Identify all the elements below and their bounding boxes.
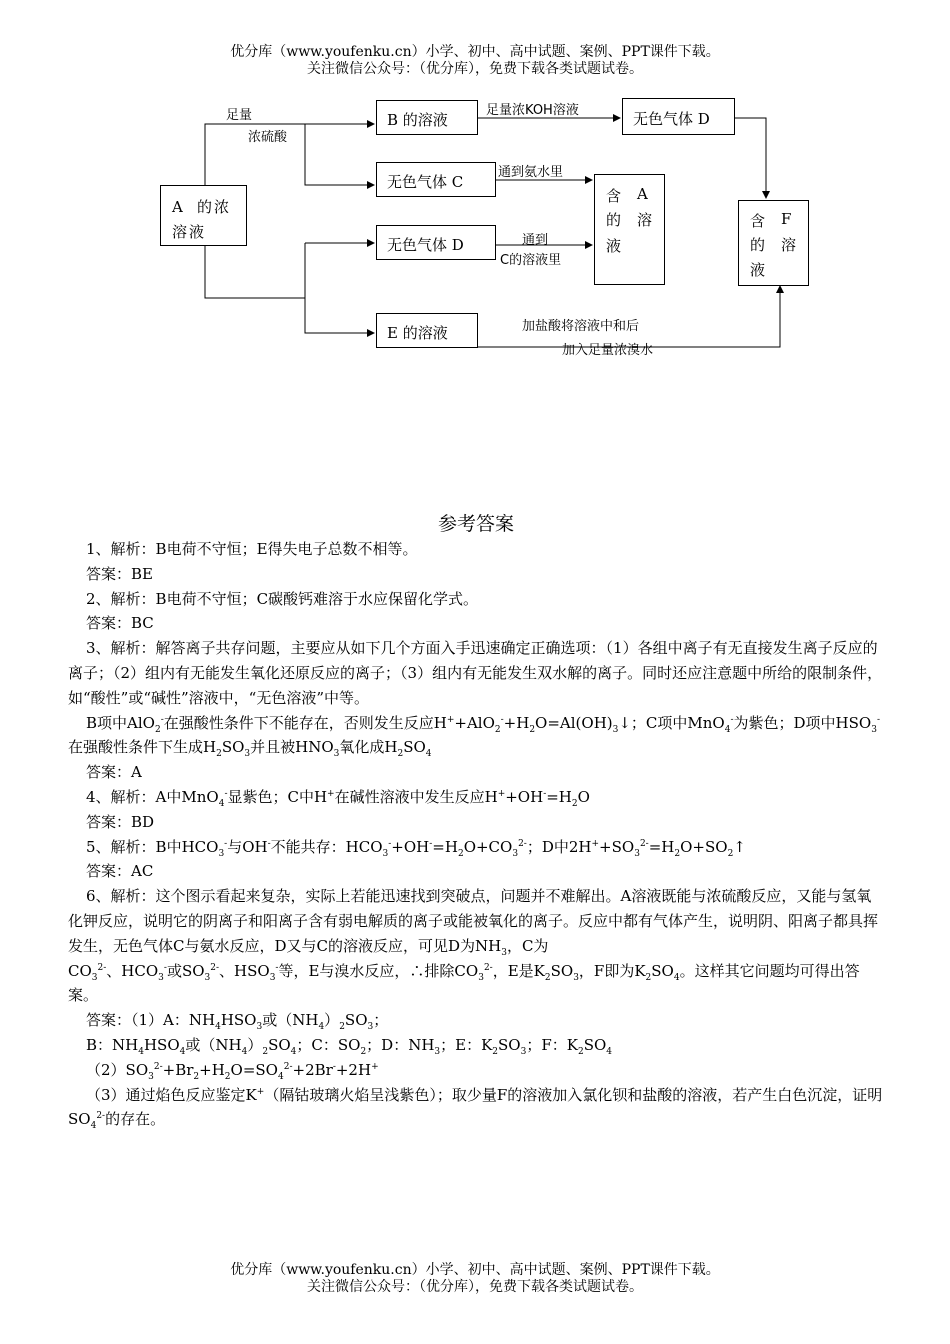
page-header — [0, 44, 950, 78]
box-b-solution: B 的溶液 — [376, 100, 478, 135]
page-footer — [0, 1262, 950, 1296]
q1-answer: 答案：BE — [86, 564, 153, 583]
box-a-solution: A 的浓 溶液 — [160, 185, 247, 246]
answer-section — [68, 511, 884, 1132]
arrow-to-e — [305, 243, 374, 333]
box-contains-a: 含 A 的 溶 液 — [594, 174, 665, 285]
q4-analysis: 4、解析：A中MnO$_4$-显紫色；C中H+在碱性溶液中发生反应$H^++OH^-=H_2O$ — [86, 787, 590, 809]
q6-analysis: 6、解析：这个图示看起来复杂，实际上若能迅速找到突破点，问题并不难解出。A溶液既能与浓硫酸反应，又能与氢氧化钾反应，说明它的阴离子和阳离子含有弱电解质的离子或能被氧化的离子。反应中都有气体产生，说明阴、阳离子都具挥发生，无色气体C与氨水反应，D又与C的溶液反应，可见D为$NH_3$，C为 $CO_3^{2-}$、$HCO_3^-$或$SO_3^{2-}$、$HSO_3^-$等，E与溴水反应，∴排除$CO_3^{2-}$，E是$K_2SO_3$，F即为$K_2SO_4$。这样其它问题均可得出答案。 — [68, 887, 879, 1005]
label-c-solution: C的溶液里 — [500, 253, 562, 268]
lower-branch-line — [205, 246, 305, 298]
label-excess: 足量 — [226, 108, 253, 123]
q2-answer: 答案：BC — [86, 614, 154, 633]
footer-line-1: 优分库（www.youfenku.cn）小学、初中、高中试题、案例、PPT课件下载。 — [230, 1262, 720, 1278]
footer-line-2: 关注微信公众号：（优分库），免费下载各类试题试卷。 — [307, 1279, 643, 1295]
q3-answer: 答案：A — [86, 763, 142, 782]
q5-answer: 答案：AC — [86, 862, 154, 881]
box-contains-f: 含 F 的 溶 液 — [738, 200, 809, 286]
label-hcl: 加盐酸将溶液中和后 — [522, 319, 640, 334]
q4-answer: 答案：BD — [86, 812, 155, 831]
q2-analysis: 2、解析：B电荷不守恒；C碳酸钙难溶于水应保留化学式。 — [86, 589, 479, 608]
label-pass-to: 通到 — [522, 233, 549, 248]
header-line-2: 关注微信公众号：（优分库），免费下载各类试题试卷。 — [307, 61, 643, 77]
box-gas-d: 无色气体 D — [376, 225, 496, 260]
label-bromine: 加入足量浓溴水 — [562, 343, 654, 358]
q6-answer-2: B：$NH_4HSO_4$或$(NH_4)_2SO_4$；C：$SO_2$；D：$NH_3$；E：$K_2SO_3$；F：$K_2SO_4$ — [86, 1035, 613, 1057]
box-gas-d-second: 无色气体 D — [622, 98, 735, 135]
arrow-a-to-c — [205, 124, 374, 185]
arrow-d2-to-contains-f — [735, 118, 766, 198]
q5-analysis: 5、解析：B中$HCO_3^-$与OH-不能共存：$HCO_3^-+OH^-=H_2O+CO_3^{2-}$；D中$2H^++SO_3^{2-}=H_2O+SO_2↑$ — [86, 837, 746, 859]
q6-answer-4: （3）通过焰色反应鉴定K+（隔钴玻璃火焰呈浅紫色）；取少量F的溶液加入氯化钡和盐酸的溶液，若产生白色沉淀，证明$SO_4^{2-}$的存在。 — [68, 1085, 883, 1132]
label-conc-sulfuric: 浓硫酸 — [248, 130, 288, 145]
label-ammonia: 通到氨水里 — [498, 165, 564, 180]
box-e-solution: E 的溶液 — [376, 313, 478, 348]
box-gas-c: 无色气体 C — [376, 162, 496, 197]
answers-title: 参考答案 — [437, 513, 514, 535]
q1-analysis: 1、解析：B电荷不守恒；E得失电子总数不相等。 — [86, 540, 418, 558]
header-line-1: 优分库（www.youfenku.cn）小学、初中、高中试题、案例、PPT课件下载。 — [230, 44, 720, 60]
label-koh: 足量浓KOH溶液 — [486, 103, 579, 118]
q6-answer-1: 答案：（1）A：$NH_4HSO_3$或$(NH_4)_2SO_3$； — [86, 1011, 389, 1033]
q6-answer-3: $(2)SO_3^{2-}+Br_2+H_2O=SO_4^{2-}+2Br^-+2H^+$ — [86, 1060, 379, 1082]
q3-analysis-detail: B项中AlO$_2$-在强酸性条件下不能存在，否则发生反应$H^++AlO_2^-+H_2O=Al(OH)_3↓$；C项中MnO$_4$-为紫色；D项中$HSO_3^-$在强酸性条件下生成$H_2SO_3$并且被$HNO_3$氧化成$H_2SO_4$ — [68, 713, 880, 760]
q3-analysis: 3、解析：解答离子共存问题，主要应从如下几个方面入手迅速确定正确选项：（1）各组中离子有无直接发生离子反应的离子；（2）组内有无能发生氧化还原反应的离子；（3）组内有无能发生双水解的离子。同时还应注意题中所给的限制条件，如“酸性”或“碱性”溶液中，“无色溶液”中等。 — [68, 639, 883, 707]
